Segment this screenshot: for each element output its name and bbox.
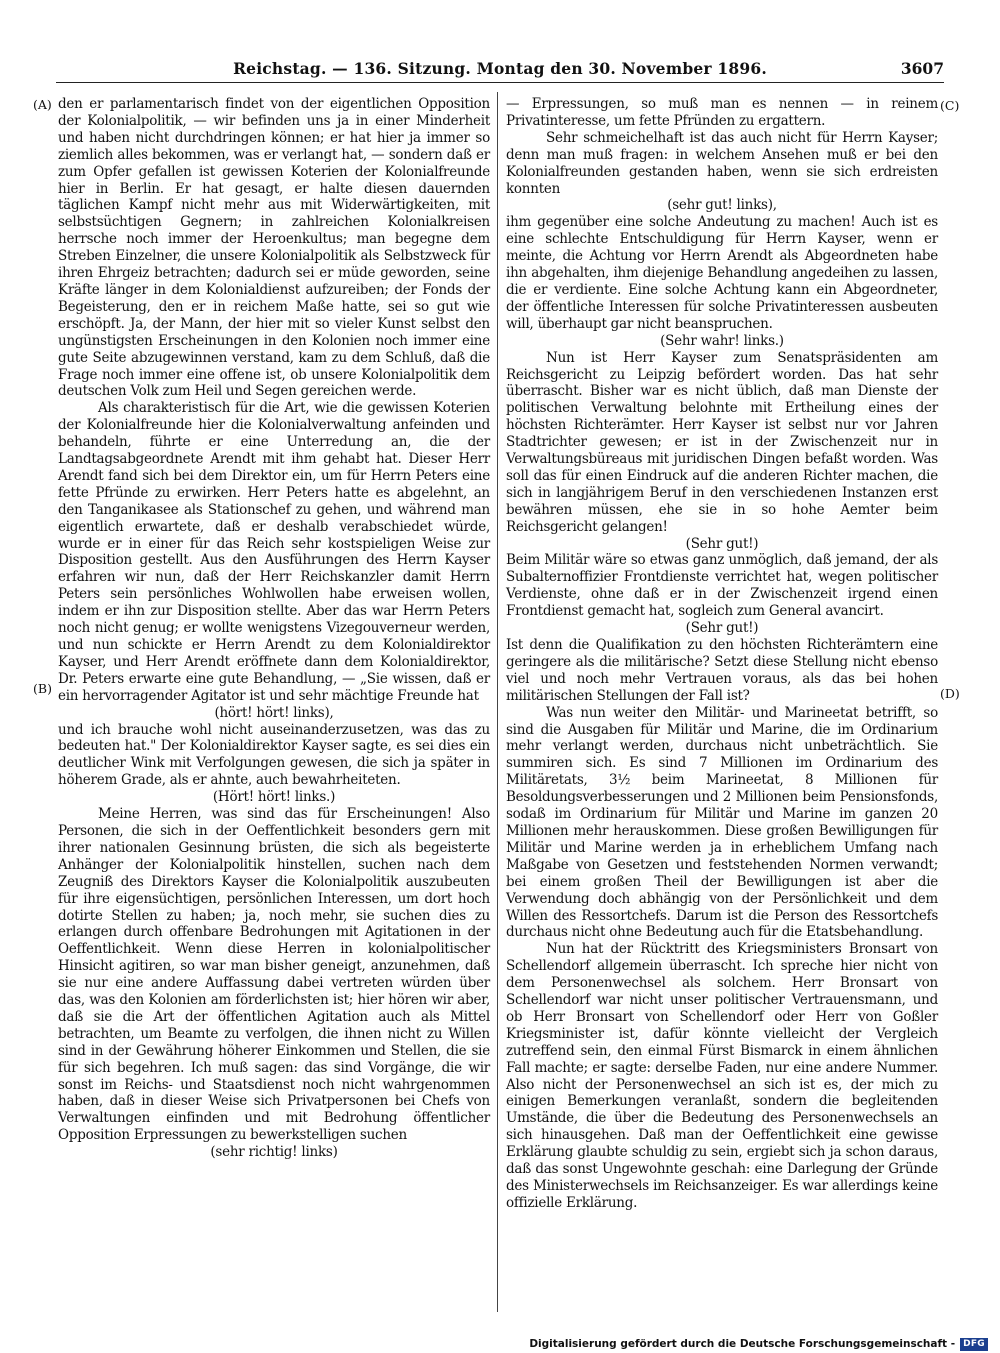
interjection: (Sehr gut!)	[685, 620, 759, 637]
interjection: (sehr gut! links),	[667, 197, 777, 214]
paragraph: Beim Militär wäre so etwas ganz unmöglich, daß jemand, der als Subalternoffizier Frontdienste verrichtet hat, wegen politischer Verdienste, ohne daß er in der Zwischenzeit irgend einen Frontdienst gemacht hat, sogleich zum General avancirt.	[506, 552, 938, 620]
margin-marker-c: (C)	[940, 98, 960, 113]
paragraph: Ist denn die Qualifikation zu den höchsten Richterämtern eine geringere als die militärische? Setzt diese Stellung nicht ebenso viel und noch mehr Vertrauen voraus, als das bei hohen militärischen Stellungen der Fall ist?	[506, 637, 938, 704]
paragraph: Nun ist Herr Kayser zum Senatspräsidenten am Reichsgericht zu Leipzig befördert worden. Das hat sehr überrascht. Bisher war es nicht üblich, daß man Dienste der politischen Verwaltung belohnte mit Ertheilung eines der höchsten Richterämter. Herr Kayser ist selbst nur vor Jahren Stadtrichter gewesen; er ist in der Zwischenzeit nur in Verwaltungsbüreaus mit juridischen Dingen befaßt worden. Was soll das für einen Eindruck auf die anderen Richter machen, die sich in langjährigem Beruf in den verschiedenen Instanzen erst bewähren müssen, ehe sie in so hohe Aemter beim Reichsgericht gelangen!	[506, 349, 938, 535]
digitization-credit	[529, 1337, 988, 1351]
margin-marker-a: (A)	[33, 97, 52, 112]
paragraph: Meine Herren, was sind das für Erscheinungen! Also Personen, die sich in der Oeffentlichkeit besonders gern mit ihrer nationalen Gesinnung brüsten, die sich als begeisterte Anhänger der Kolonialpolitik hinstellen, suchen nach dem Zeugniß des Direktors Kayser die Kolonialpolitik auszubeuten für ihre eigensüchtigen, persönlichen Interessen, um dort hoch dotirte Stellen zu haben; ja, noch mehr, sie suchen dies zu erlangen durch offenbare Bedrohungen mit Agitationen in der Oeffentlichkeit. Wenn diese Herren in kolonialpolitischer Hinsicht agitiren, so war man bisher geneigt, anzunehmen, daß sie nur eine andere Auffassung dabei vertreten würden über das, was den Kolonien am förderlichsten ist; hier hören wir aber, daß sie die Art der öffentlichen Agitation auch als Mittel betrachten, um Beamte zu verfolgen, die ihnen nicht zu Willen sind in der Gewährung höherer Einkommen und Stellen, die sie für sich begehren. Ich muß sagen: das sind Vorgänge, die wir sonst im Reichs- und Staatsdienst noch nicht wahrgenommen haben, daß in dieser Weise sich Privatpersonen bei Chefs von Verwaltungen einfinden und mit Bedrohung öffentlicher Opposition Erpressungen zu bewerkstelligen suchen	[58, 806, 490, 1144]
page-header	[56, 56, 944, 83]
header-title: Reichstag. — 136. Sitzung. Montag den 30. November 1896.	[233, 59, 767, 78]
credit-text: Digitalisierung gefördert durch die Deutsche Forschungsgemeinschaft -	[529, 1338, 956, 1350]
paragraph: den er parlamentarisch findet von der eigentlichen Opposition der Kolonialpolitik, — wir befinden uns ja in einer Minderheit und haben nicht durchdringen können; er hat hier ja immer so ziemlich alles bekommen, was er verlangt hat, — sondern daß er zum Opfer gefallen ist gewissen Koterien der Kolonialfreunde hier in Berlin. Er hat gesagt, er halte diesen dauernden täglichen Kampf nicht mehr aus mit Widerwärtigkeiten, mit selbstsüchtigen Gegnern; in zahlreichen Kolonialkreisen herrsche noch immer der Heroenkultus; man begegne dem Streben Einzelner, die unsere Kolonialpolitik als Selbstzweck für ihren Ehrgeiz betrachten; dadurch sei er müde geworden, seine Kräfte länger in dem Kolonialdienst aufzureiben; der Fonds der Begeisterung, den er in reichem Maße hatte, sei so gut wie erschöpft. Ja, der Mann, der hier mit so vieler Kunst selbst den ungünstigsten Erscheinungen in den Kolonien noch immer eine gute Seite abzugewinnen verstand, kam zu dem Schluß, daß die Frage noch immer eine offene ist, ob unsere Kolonialpolitik dem deutschen Volk zum Heil und Segen gereichen werde.	[58, 96, 490, 400]
paragraph: — Erpressungen, so muß man es nennen — in reinem Privatinteresse, um fette Pfründen zu ergattern.	[506, 96, 938, 129]
page-number: 3607	[900, 59, 944, 78]
right-text-column	[506, 96, 938, 1212]
paragraph: und ich brauche wohl nicht auseinanderzusetzen, was das zu bedeuten hat." Der Kolonialdirektor Kayser sagte, es sei dies ein deutlicher Wink mit Verfolgungen gewesen, die sich ja später in höherem Grade, als er ahnte, auch bewahrheiteten.	[58, 721, 490, 789]
interjection: (sehr richtig! links)	[210, 1144, 338, 1161]
interjection: (hört! hört! links),	[214, 704, 334, 721]
interjection: (Hört! hört! links.)	[212, 789, 336, 806]
dfg-logo-icon: DFG	[960, 1338, 988, 1351]
paragraph: Was nun weiter den Militär- und Marineetat betrifft, so sind die Ausgaben für Militär und Marine, die im Ordinarium mehr verlangt werden, durchaus nicht unbeträchtlich. Sie summiren sich. Es sind 7 Millionen im Ordinarium des Militäretats, 3½ beim Marineetat, 8 Millionen für Besoldungsverbesserungen und 2 Millionen beim Pensionsfonds, sodaß im Ordinarium für Militär und Marine im ganzen 20 Millionen mehr herauskommen. Diese großen Bewilligungen für Militär und Marine werden ja in erheblichem Umfang nach Maßgabe von Gesetzen und feststehenden Normen verwandt; bei einem großen Theil der Bewilligungen ist aber die Verwendung doch abhängig von der Persönlichkeit und dem Willen des Ressortchefs. Darum ist die Person des Ressortchefs durchaus nicht ohne Bedeutung auch für die Etatsbehandlung.	[506, 704, 938, 941]
margin-marker-b: (B)	[33, 681, 52, 696]
left-text-column	[58, 96, 490, 1161]
interjection: (Sehr wahr! links.)	[660, 332, 784, 349]
column-divider	[497, 92, 498, 1312]
paragraph: ihm gegenüber eine solche Andeutung zu machen! Auch ist es eine schlechte Entschuldigung für Herrn Kayser, wenn er meinte, die Achtung vor Herrn Arendt als Abgeordneten habe ihn abgehalten, ihm diejenige Behandlung angedeihen zu lassen, die er verdiente. Eine solche Achtung kann ein Abgeordneter, der öffentliche Interessen für solche Privatinteressen ausbeuten will, überhaupt gar nicht beanspruchen.	[506, 214, 938, 332]
paragraph: Sehr schmeichelhaft ist das auch nicht für Herrn Kayser; denn man muß fragen: in welchem Ansehen muß er bei den Kolonialfreunden gestanden haben, wenn sie sich erdreisten konnten	[506, 129, 938, 197]
paragraph: Nun hat der Rücktritt des Kriegsministers Bronsart von Schellendorf allgemein überrascht. Ich spreche hier nicht von dem Personenwechsel als solchem. Herr Bronsart von Schellendorf war nicht unser politischer Vertrauensmann, und ob Herr Bronsart von Schellendorf oder Herr von Goßler Kriegsminister ist, dafür könnte vielleicht der Vergleich zutreffend sein, den einmal Fürst Bismarck in einem ähnlichen Fall machte; er sagte: derselbe Faden, nur eine andere Nummer. Also nicht der Personenwechsel an sich ist es, der mich zu einigen Bemerkungen veranlaßt, sondern die begleitenden Umstände, die über die Bedeutung des Personenwechsels an sich hinausgehen. Daß man der Oeffentlichkeit eine gewisse Erklärung glaubte schuldig zu sein, ergiebt sich ja schon daraus, daß das sonst Ungewohnte geschah: eine Darlegung der Gründe des Ministerwechsels im Reichsanzeiger. Es war allerdings keine offizielle Erklärung.	[506, 941, 938, 1211]
margin-marker-d: (D)	[940, 686, 960, 701]
interjection: (Sehr gut!)	[685, 535, 759, 552]
paragraph: Als charakteristisch für die Art, wie die gewissen Koterien der Kolonialfreunde hier die Kolonialverwaltung anfeinden und behandeln, führte er eine Unterredung an, die der Landtagsabgeordnete Arendt mit ihm gehabt hat. Dieser Herr Arendt fand sich bei dem Direktor ein, um für Herrn Peters eine fette Pfründe zu erwirken. Herr Peters hatte es abgelehnt, an den Tanganikasee als Stationschef zu gehen, und während man eigentlich erwartete, daß er deshalb verabschiedet würde, wurde er in einer für das Reich sehr kostspieligen Weise zur Disposition gestellt. Aus den Ausführungen des Herrn Kayser erfahren wir nun, daß der Herr Reichskanzler damit Herrn Peters sein persönliches Wohlwollen habe erweisen wollen, indem er ihn zur Disposition stellte. Aber das war Herrn Peters noch nicht genug; er wollte wenigstens Vizegouverneur werden, und nun schickte er Herrn Arendt zu dem Kolonialdirektor Kayser, und Herr Arendt eröffnete dann dem Kolonialdirektor, Dr. Peters erwarte eine gute Behandlung, — „Sie wissen, daß er ein hervorragender Agitator ist und sehr mächtige Freunde hat	[58, 400, 490, 704]
